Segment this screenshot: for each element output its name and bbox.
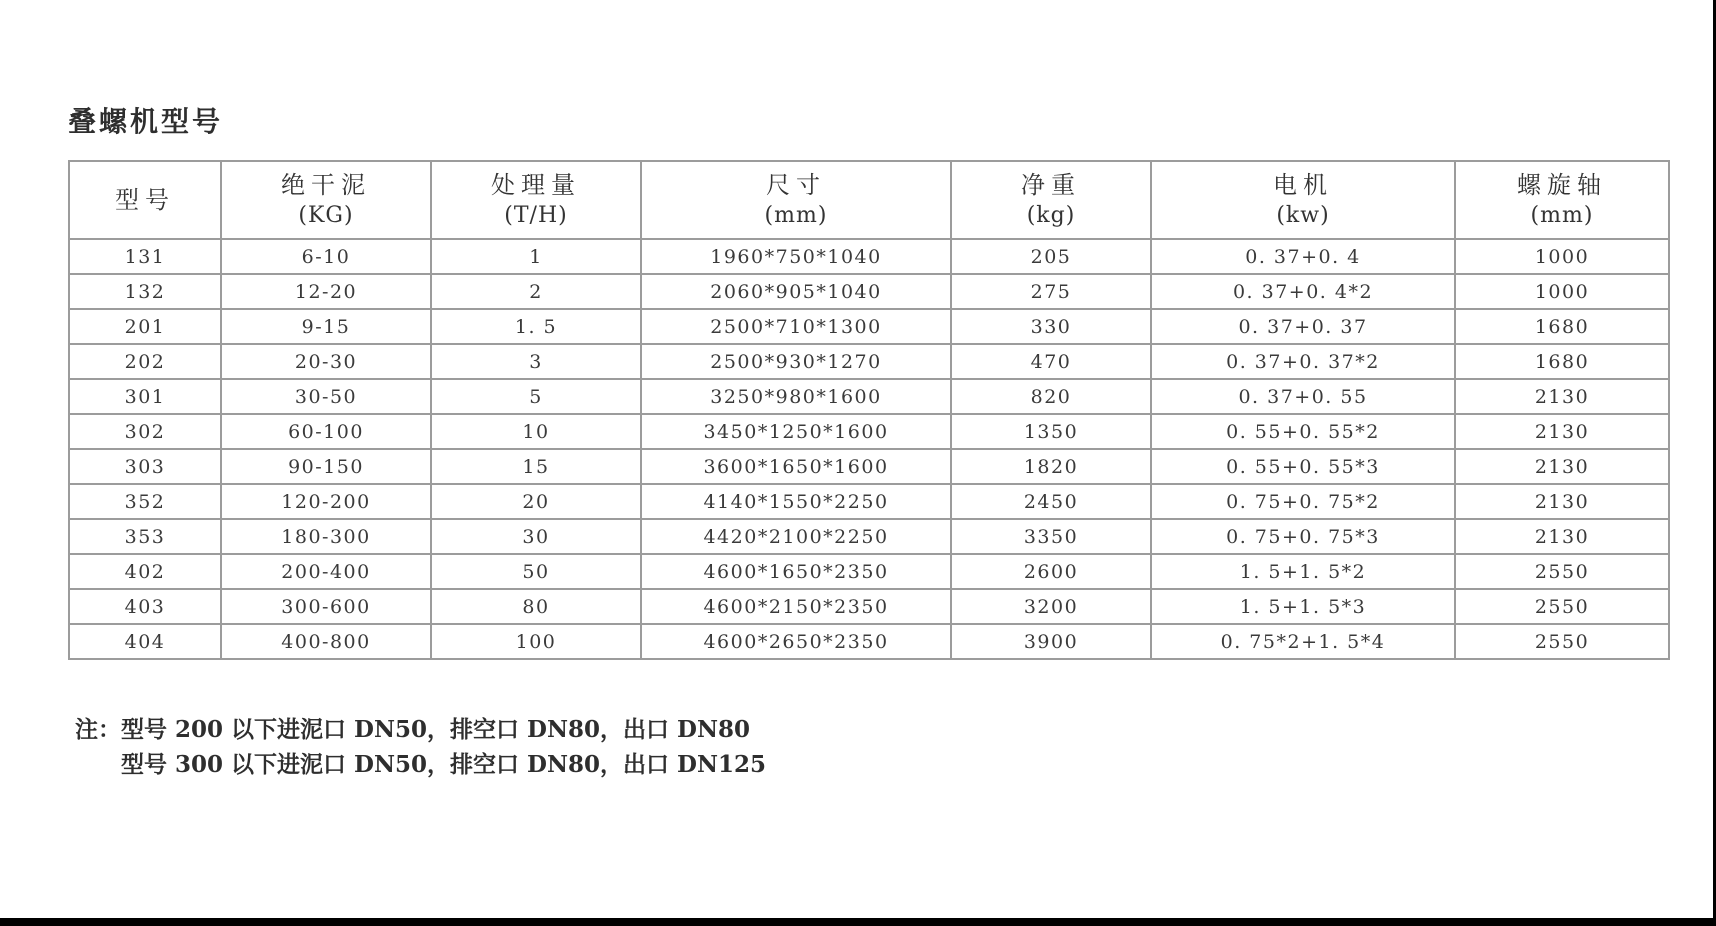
cell: 3900: [951, 624, 1151, 659]
footnote-line-1: 型号 200 以下进泥口 DN50，排空口 DN80，出口 DN80: [121, 716, 750, 743]
column-title: 电机: [1273, 171, 1333, 199]
footnote-line-2: 型号 300 以下进泥口 DN50，排空口 DN80，出口 DN125: [121, 751, 766, 778]
cell: 3250*980*1600: [641, 379, 951, 414]
cell: 1: [431, 239, 641, 274]
column-header: [69, 161, 221, 239]
cell: 1. 5+1. 5*3: [1151, 589, 1455, 624]
cell: 4420*2100*2250: [641, 519, 951, 554]
cell: 352: [69, 484, 221, 519]
cell: 0. 37+0. 55: [1151, 379, 1455, 414]
cell: 3600*1650*1600: [641, 449, 951, 484]
cell: 2130: [1455, 484, 1669, 519]
cell: 3450*1250*1600: [641, 414, 951, 449]
cell: 4600*1650*2350: [641, 554, 951, 589]
cell: 0. 37+0. 37: [1151, 309, 1455, 344]
cell: 90-150: [221, 449, 431, 484]
cell: 1. 5+1. 5*2: [1151, 554, 1455, 589]
table-row: [69, 449, 1669, 484]
column-title: 处理量: [491, 171, 581, 199]
column-unit: (mm): [764, 203, 828, 228]
column-header: [431, 161, 641, 239]
cell: 15: [431, 449, 641, 484]
cell: 0. 75+0. 75*3: [1151, 519, 1455, 554]
cell: 30-50: [221, 379, 431, 414]
column-title: 型号: [115, 186, 175, 214]
scan-edge-bottom: [0, 918, 1716, 926]
cell: 1350: [951, 414, 1151, 449]
table-row: [69, 309, 1669, 344]
cell: 2060*905*1040: [641, 274, 951, 309]
cell: 2130: [1455, 379, 1669, 414]
cell: 200-400: [221, 554, 431, 589]
cell: 180-300: [221, 519, 431, 554]
cell: 1000: [1455, 274, 1669, 309]
cell: 0. 37+0. 37*2: [1151, 344, 1455, 379]
cell: 80: [431, 589, 641, 624]
cell: 1680: [1455, 309, 1669, 344]
table-row: [69, 379, 1669, 414]
cell: 30: [431, 519, 641, 554]
footnote-lines: [121, 712, 766, 782]
cell: 4140*1550*2250: [641, 484, 951, 519]
cell: 201: [69, 309, 221, 344]
model-spec-table: [68, 160, 1670, 660]
table-row: [69, 414, 1669, 449]
cell: 400-800: [221, 624, 431, 659]
cell: 20-30: [221, 344, 431, 379]
cell: 3: [431, 344, 641, 379]
cell: 10: [431, 414, 641, 449]
table-row: [69, 519, 1669, 554]
cell: 2450: [951, 484, 1151, 519]
cell: 0. 55+0. 55*3: [1151, 449, 1455, 484]
cell: 330: [951, 309, 1151, 344]
cell: 470: [951, 344, 1151, 379]
cell: 404: [69, 624, 221, 659]
footnote-prefix: 注：: [75, 716, 121, 743]
column-title: 净重: [1021, 171, 1081, 199]
cell: 402: [69, 554, 221, 589]
cell: 0. 37+0. 4*2: [1151, 274, 1455, 309]
footnote: [75, 712, 766, 782]
column-unit: (kw): [1276, 203, 1330, 228]
cell: 131: [69, 239, 221, 274]
column-unit: (KG): [298, 203, 354, 228]
table-row: [69, 624, 1669, 659]
table-row: [69, 239, 1669, 274]
cell: 0. 75+0. 75*2: [1151, 484, 1455, 519]
table-row: [69, 589, 1669, 624]
cell: 300-600: [221, 589, 431, 624]
cell: 60-100: [221, 414, 431, 449]
cell: 2130: [1455, 519, 1669, 554]
cell: 2550: [1455, 589, 1669, 624]
table-body: [69, 239, 1669, 659]
column-title: 尺寸: [766, 171, 826, 199]
cell: 20: [431, 484, 641, 519]
cell: 9-15: [221, 309, 431, 344]
cell: 205: [951, 239, 1151, 274]
cell: 132: [69, 274, 221, 309]
column-title: 绝干泥: [281, 171, 371, 199]
cell: 0. 75*2+1. 5*4: [1151, 624, 1455, 659]
cell: 1000: [1455, 239, 1669, 274]
cell: 0. 37+0. 4: [1151, 239, 1455, 274]
cell: 3350: [951, 519, 1151, 554]
column-header: [641, 161, 951, 239]
cell: 301: [69, 379, 221, 414]
table-row: [69, 274, 1669, 309]
cell: 353: [69, 519, 221, 554]
cell: 3200: [951, 589, 1151, 624]
cell: 100: [431, 624, 641, 659]
table-row: [69, 484, 1669, 519]
cell: 303: [69, 449, 221, 484]
cell: 0. 55+0. 55*2: [1151, 414, 1455, 449]
cell: 2130: [1455, 449, 1669, 484]
cell: 6-10: [221, 239, 431, 274]
cell: 1820: [951, 449, 1151, 484]
table-row: [69, 554, 1669, 589]
column-unit: (T/H): [504, 203, 568, 228]
cell: 120-200: [221, 484, 431, 519]
cell: 2130: [1455, 414, 1669, 449]
cell: 2500*930*1270: [641, 344, 951, 379]
column-header: [951, 161, 1151, 239]
cell: 2600: [951, 554, 1151, 589]
cell: 275: [951, 274, 1151, 309]
cell: 2: [431, 274, 641, 309]
page-title: 叠螺机型号: [68, 105, 224, 138]
cell: 1960*750*1040: [641, 239, 951, 274]
cell: 12-20: [221, 274, 431, 309]
table-row: [69, 344, 1669, 379]
cell: 2550: [1455, 554, 1669, 589]
cell: 5: [431, 379, 641, 414]
cell: 1. 5: [431, 309, 641, 344]
cell: 2500*710*1300: [641, 309, 951, 344]
cell: 50: [431, 554, 641, 589]
column-header: [221, 161, 431, 239]
column-header: [1151, 161, 1455, 239]
table-header: [69, 161, 1669, 239]
cell: 302: [69, 414, 221, 449]
cell: 1680: [1455, 344, 1669, 379]
header-row: [69, 161, 1669, 239]
column-unit: (kg): [1026, 203, 1076, 228]
cell: 4600*2650*2350: [641, 624, 951, 659]
cell: 820: [951, 379, 1151, 414]
column-header: [1455, 161, 1669, 239]
column-title: 螺旋轴: [1517, 171, 1607, 199]
cell: 2550: [1455, 624, 1669, 659]
cell: 4600*2150*2350: [641, 589, 951, 624]
cell: 202: [69, 344, 221, 379]
cell: 403: [69, 589, 221, 624]
column-unit: (mm): [1530, 203, 1594, 228]
